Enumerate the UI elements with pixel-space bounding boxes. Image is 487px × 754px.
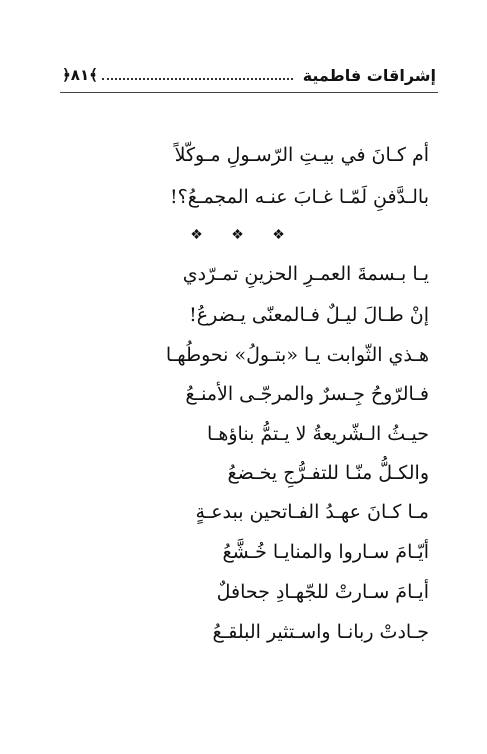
verse-line: والكـلُّ منّـا للتفـرُّجِ يخـضعُ — [227, 462, 429, 484]
verse-line: أيّـامَ سـاروا والمنايـا خُـشَّعُ — [222, 541, 429, 563]
verse-line: إنْ طـالَ ليـلٌ فـالمعنّى يـضرعُ! — [189, 304, 429, 326]
section-separator: ❖ ❖ ❖ — [190, 227, 297, 243]
verse-line: بالـدَّفنِ لَمّـا غـابَ عنـه المجمـعُ؟! — [170, 186, 429, 208]
dotted-leader — [102, 78, 293, 80]
verse-line: حيـثُ الـشّريعةُ لا يـتمُّ بناؤهـا — [207, 423, 429, 445]
verse-line: فـالرّوحُ جِـسرٌ والمرجّـى الأمنـعُ — [185, 383, 429, 405]
verse-line: يـا بـسمةَ العمـرِ الحزينِ تمـرّدي — [182, 263, 429, 285]
verse-line: أيـامَ سـارتْ للجّهـادِ جحافلٌ — [216, 581, 429, 603]
running-header — [62, 62, 436, 88]
book-title: إشراقات فاطمية — [302, 65, 436, 85]
page-number: ﴾٨١﴿ — [62, 66, 98, 84]
verse-line: أم كـانَ في بيـتِ الرّسـولِ مـوكّلاً — [174, 144, 429, 166]
verse-line: جـادتْ ربانـا واسـتثير البلقـعُ — [212, 621, 429, 643]
verse-line: هـذي الثّوابت يـا «بتـولُ» نحوطُهـا — [165, 344, 429, 366]
header-rule — [60, 92, 438, 93]
verse-line: مـا كـانَ عهـدُ الفـاتحين ببدعـةٍ — [195, 501, 429, 523]
